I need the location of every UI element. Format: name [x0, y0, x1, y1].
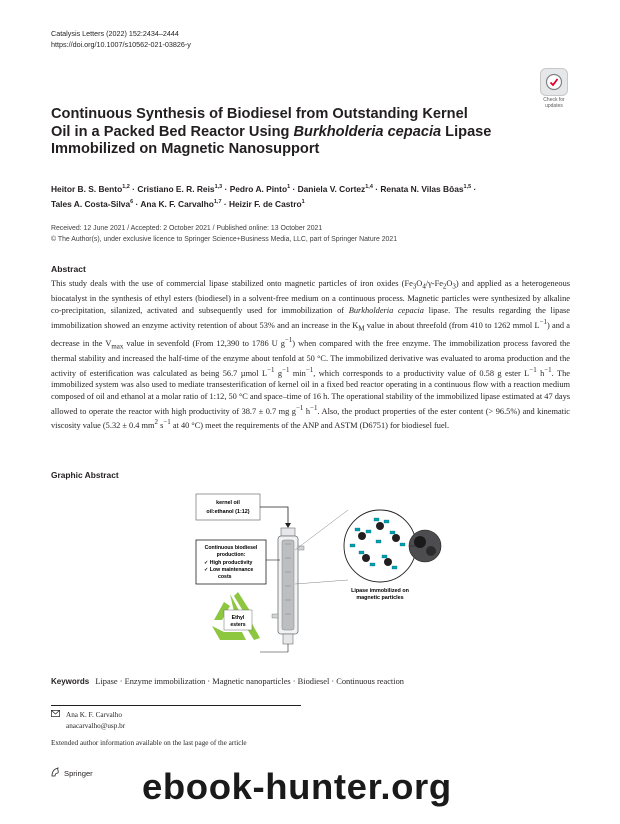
svg-text:esters: esters: [230, 622, 246, 628]
doi-link[interactable]: https://doi.org/10.1007/s10562-021-03826-y: [51, 40, 191, 49]
keywords-line: [51, 677, 404, 686]
keywords-list: Lipase · Enzyme immobilization · Magnetic nanoparticles · Biodiesel · Continuous reaction: [95, 677, 404, 686]
author[interactable]: Heitor B. S. Bento: [51, 183, 123, 194]
abstract-heading: Abstract: [51, 264, 86, 274]
svg-text:Lipase immobilized on: Lipase immobilized on: [351, 588, 409, 594]
svg-text:oil:ethanol (1:12): oil:ethanol (1:12): [206, 509, 250, 515]
article-title: Continuous Synthesis of Biodiesel from Outstanding Kernel Oil in a Packed Bed Reactor Using Burkholderia cepacia Lipase Immobilized on Magnetic Nanosupport: [51, 106, 492, 157]
keywords-label: Keywords: [51, 677, 90, 686]
check-updates-icon: [540, 68, 568, 96]
author[interactable]: Pedro A. Pinto: [229, 183, 288, 194]
envelope-icon: [51, 710, 60, 721]
svg-text:production:: production:: [216, 552, 246, 558]
watermark-text: ebook-hunter.org: [142, 766, 452, 807]
copyright-notice: © The Author(s), under exclusive licence to Springer Science+Business Media, LLC, part of Springer Nature 2021: [51, 235, 398, 243]
svg-text:costs: costs: [218, 574, 232, 580]
author[interactable]: Tales A. Costa-Silva: [51, 199, 131, 210]
svg-text:✓ High productivity: ✓ High productivity: [204, 560, 253, 566]
author[interactable]: Renata N. Vilas Bôas: [380, 183, 464, 194]
feed-label: kernel oil: [216, 500, 240, 506]
author[interactable]: Heizir F. de Castro: [228, 199, 302, 210]
springer-horse-icon: [51, 767, 60, 779]
graphic-abstract-heading: Graphic Abstract: [51, 470, 119, 480]
graphic-abstract-figure: [190, 488, 445, 660]
svg-text:Ethyl: Ethyl: [231, 615, 245, 621]
publication-dates: Received: 12 June 2021 / Accepted: 2 October 2021 / Published online: 13 October 2021 © The Author(s), under exclusive licence to Springer Science+Business Media, LLC, part of Springer Nature 2021: [51, 224, 397, 245]
magnetic-particles-zoom: [344, 510, 416, 582]
svg-text:Continuous biodiesel: Continuous biodiesel: [204, 545, 258, 551]
abstract-body: This study deals with the use of commercial lipase stabilized onto magnetic particles of iron oxides $(Fe_3O_4/\gamma-Fe_2O_3)$ and applied as a heterogeneous biocatalyst in the synthesis of ethyl esters (biodiesel) in a solvent-free medium on a continuous process. Magnetic particles were synthesized by alkaline co-precipitation, silanized, activated and subsequently used for immobilization of Burkholderia cepacia lipase. The results regarding the lipase immobilization showed an enzyme activity retention of about 53% and an increase in the $K_M$ value in about threefold (from 410 to 1262 mmol $L^{-1}$) and a decrease in the $V_{max}$ value in sevenfold (From 12,390 to 1786 U $g^{-1}$) when compared with the free enzyme. The immobilization process favored the thermal stability and increased the half-time of the enzyme about tenfold at 50 °C. The immobilized derivative was evaluated to aroma production and the activity of esterification was calculated as being 56.7 µmol $L^{-1}$ $g^{-1}$ $\min^{-1}$, which corresponds to a productivity value of 0.58 g ester $L^{-1}$ $h^{-1}$. The immobilized system was also used to mediate transesterification of kernel oil in a fixed bed reactor operating in a continuous flow with a reaction medium composed of oil and ethanol at a molar ratio of 1:12, 50 °C and space–time of 16 h. The operational stability of the immobilized lipase estimated at 47 days allowed to operate the reactor with high productivity of 38.7 ± 0.7 mg $g^{-1}$ $h^{-1}$. Also, the product properties of the ester content (> 96.5%) and kinematic viscosity value (5.32 ± 0.4 $mm^2$ $s^{-1}$ at 40 °C) meet the requirements of the ANP and ASTM (D6751) for biodiesel fuel.: [51, 279, 571, 430]
footnote-divider: [51, 705, 301, 706]
corresponding-author-name: Ana K. F. Carvalho: [66, 711, 122, 719]
recycle-icon: [212, 592, 260, 640]
springer-logo: Springer: [51, 767, 93, 779]
author-list: Heitor B. S. Bento$^{1,2}$ · Cristiano E. R. Reis$^{1,3}$ · Pedro A. Pinto$^1$ · Daniela V. Cortez$^{1,4}$ · Renata N. Vilas Bôas$^{1,5}$ · Tales A. Costa-Silva$^6$ · Ana K. F. Carvalho$^{1,7}$ · Heizir F. de Castro$^1$: [51, 183, 477, 210]
author[interactable]: Cristiano E. R. Reis: [137, 183, 215, 194]
author[interactable]: Ana K. F. Carvalho: [140, 199, 214, 210]
corresponding-author-email[interactable]: anacarvalho@usp.br: [66, 721, 126, 730]
check-for-updates-badge[interactable]: [537, 68, 571, 109]
svg-text:magnetic particles: magnetic particles: [356, 595, 404, 601]
check-updates-label: Check for updates: [543, 97, 565, 109]
packed-bed-reactor-icon: [272, 528, 304, 644]
corresponding-author: [51, 710, 125, 731]
extended-info-note: Extended author information available on the last page of the article: [51, 739, 247, 747]
journal-citation: Catalysis Letters (2022) 152:2434–2444: [51, 29, 179, 38]
journal-header: [51, 28, 191, 50]
author[interactable]: Daniela V. Cortez: [297, 183, 366, 194]
svg-text:✓ Low maintenance: ✓ Low maintenance: [204, 567, 254, 573]
